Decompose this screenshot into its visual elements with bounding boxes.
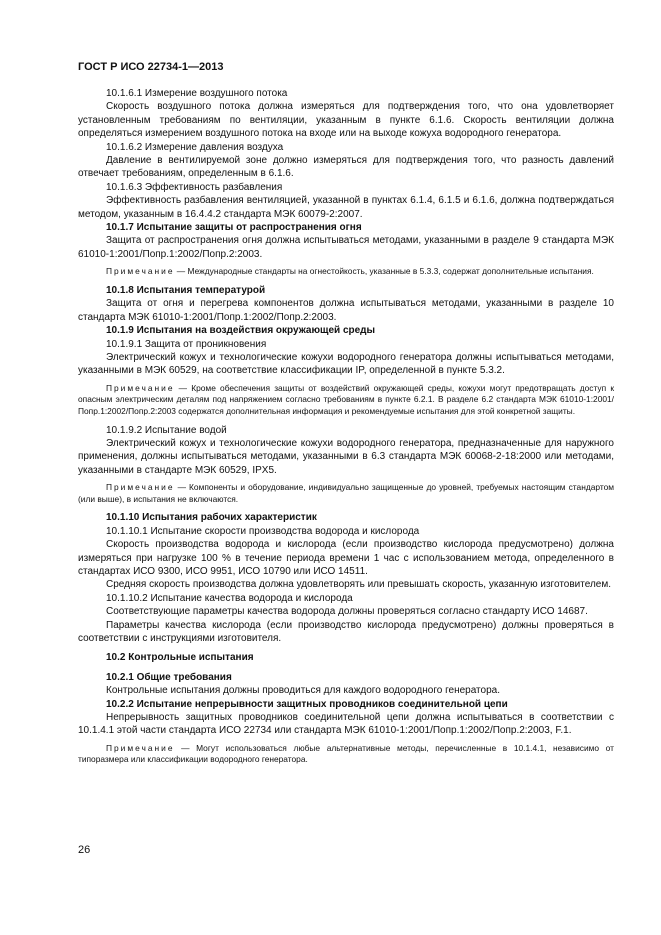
note-text: — Международные стандарты на огнестойкость, указанные в 5.3.3, содержат дополнительные испытания. [174,266,594,277]
document-header: ГОСТ Р ИСО 22734-1—2013 [78,61,224,73]
section-10-1-10-2-heading: 10.1.10.2 Испытание качества водорода и кислорода [106,592,353,604]
section-10-1-6-2-text: Давление в вентилируемой зоне должно измеряться для подтверждения того, что разность давлений отвечает требованиям, определенным в 6.1.6. [78,155,614,180]
note-label: Примечание [106,382,175,393]
section-10-1-9-1-note [78,383,614,418]
section-10-2-2-heading: 10.2.2 Испытание непрерывности защитных проводников соединительной цепи [106,698,508,710]
section-10-1-6-1-text: Скорость воздушного потока должна измеряться для подтверждения того, что она удовлетворяет установленным требованиям по вентиляции, указанным в пункте 6.1.6. Скорость вентиляции должна определяться измерением воздушного потока на входе или на выходе кожуха водородного генератора. [78,101,614,140]
section-10-1-6-3-text: Эффективность разбавления вентиляцией, указанной в пунктах 6.1.4, 6.1.5 и 6.1.6, должна подтверждаться методом, указанным в 16.4.4.2 стандарта МЭК 60079-2:2007. [78,195,614,220]
section-10-2-2-text: Непрерывность защитных проводников соединительной цепи должна испытываться в соответствии с 10.1.4.1 этой части стандарта ИСО 22734 или стандарта МЭК 61010-1:2001/Попр.1:2002/Попр.2:2003, F.1. [78,712,614,737]
section-10-1-9-2-text: Электрический кожух и технологические кожухи водородного генератора, предназначенные для наружного применения, должны испытываться методами, указанными в 6.3 стандарта МЭК 60068-2-18:2000 или методами, указанными в стандарте МЭК 60529, IPX5. [78,437,614,476]
section-10-1-9-1-text: Электрический кожух и технологические кожухи водородного генератора должны испытываться методами, указанными в МЭК 60529, на соответствие классификации IP, определенной в пункте 5.3.2. [78,351,614,377]
section-10-1-8-heading: 10.1.8 Испытания температурой [106,284,266,296]
section-10-2-2-note [78,743,614,766]
note-text: — Могут использоваться любые альтернативные методы, перечисленные в 10.1.4.1, независимо от типоразмера или классификации водородного генератора. [78,742,614,765]
section-10-2-1-text: Контрольные испытания должны проводиться для каждого водородного генератора. [106,685,500,697]
section-10-1-10-2-text-1: Соответствующие параметры качества водорода должны проверяться согласно стандарту ИСО 14687. [106,606,588,618]
document-body [78,87,614,766]
section-10-1-10-2-text-2: Параметры качества кислорода (если производство кислорода предусмотрено) должны проверяться в соответствии с инструкциями изготовителя. [78,619,614,644]
section-10-1-10-heading: 10.1.10 Испытания рабочих характеристик [106,512,317,524]
section-10-1-10-1-text-1: Скорость производства водорода и кислорода (если производство кислорода предусмотрено) должна измеряться при нагрузке 100 % в течение периода времени 1 час с использованием метода, определенного в стандартах ИСО 9300, ИСО 9951, ИСО 10790 или ИСО 14511. [78,539,614,577]
section-10-1-6-1-heading: 10.1.6.1 Измерение воздушного потока [106,88,288,99]
document-page [78,60,614,772]
note-text: — Кроме обеспечения защиты от воздействий окружающей среды, кожухи могут предотвращать доступ к опасным электрическим деталям под напряжением согласно требованиям в пункте 6.2.1. В разделе 6.2 стандарта МЭК 61010-1:2001/Попр.1:2002/Попр.2:2003 содержатся дополнительная информация и рекомендуемые испытания для этой конкретной защиты. [78,382,614,416]
section-10-1-8-text: Защита от огня и перегрева компонентов должна испытываться методами, указанными в разделе 10 стандарта МЭК 61010-1:2001/Попр.1:2002/Попр.2:2003. [78,298,614,323]
section-10-1-6-3-heading: 10.1.6.3 Эффективность разбавления [106,181,283,193]
section-10-1-10-1-text-2: Средняя скорость производства должна удовлетворять или превышать скорость, указанную изготовителем. [106,579,611,591]
page-number: 26 [78,844,91,856]
section-10-1-9-heading: 10.1.9 Испытания на воздействия окружающей среды [106,325,376,337]
section-10-1-9-2-note [78,482,614,505]
note-text: — Компоненты и оборудование, индивидуально защищенные до уровней, требуемых настоящим стандартом (или выше), в испытания не включаются. [78,482,614,504]
note-label: Примечание [106,482,175,493]
section-10-2-1-heading: 10.2.1 Общие требования [106,671,232,683]
section-10-1-6-2-heading: 10.1.6.2 Измерение давления воздуха [106,141,284,153]
section-10-1-7-heading: 10.1.7 Испытание защиты от распространения огня [106,222,362,234]
section-10-2-heading: 10.2 Контрольные испытания [106,652,254,664]
section-10-1-9-2-heading: 10.1.9.2 Испытание водой [106,424,227,436]
section-10-1-10-1-heading: 10.1.10.1 Испытание скорости производства водорода и кислорода [106,525,420,537]
section-10-1-7-note [78,266,614,278]
section-10-1-9-1-heading: 10.1.9.1 Защита от проникновения [106,338,267,350]
note-label: Примечание [106,266,175,277]
note-label: Примечание [106,742,175,753]
section-10-1-7-text: Защита от распространения огня должна испытываться методами, указанными в разделе 9 стандарта МЭК 61010-1:2001/Попр.1:2002/Попр.2:2003. [78,235,614,260]
